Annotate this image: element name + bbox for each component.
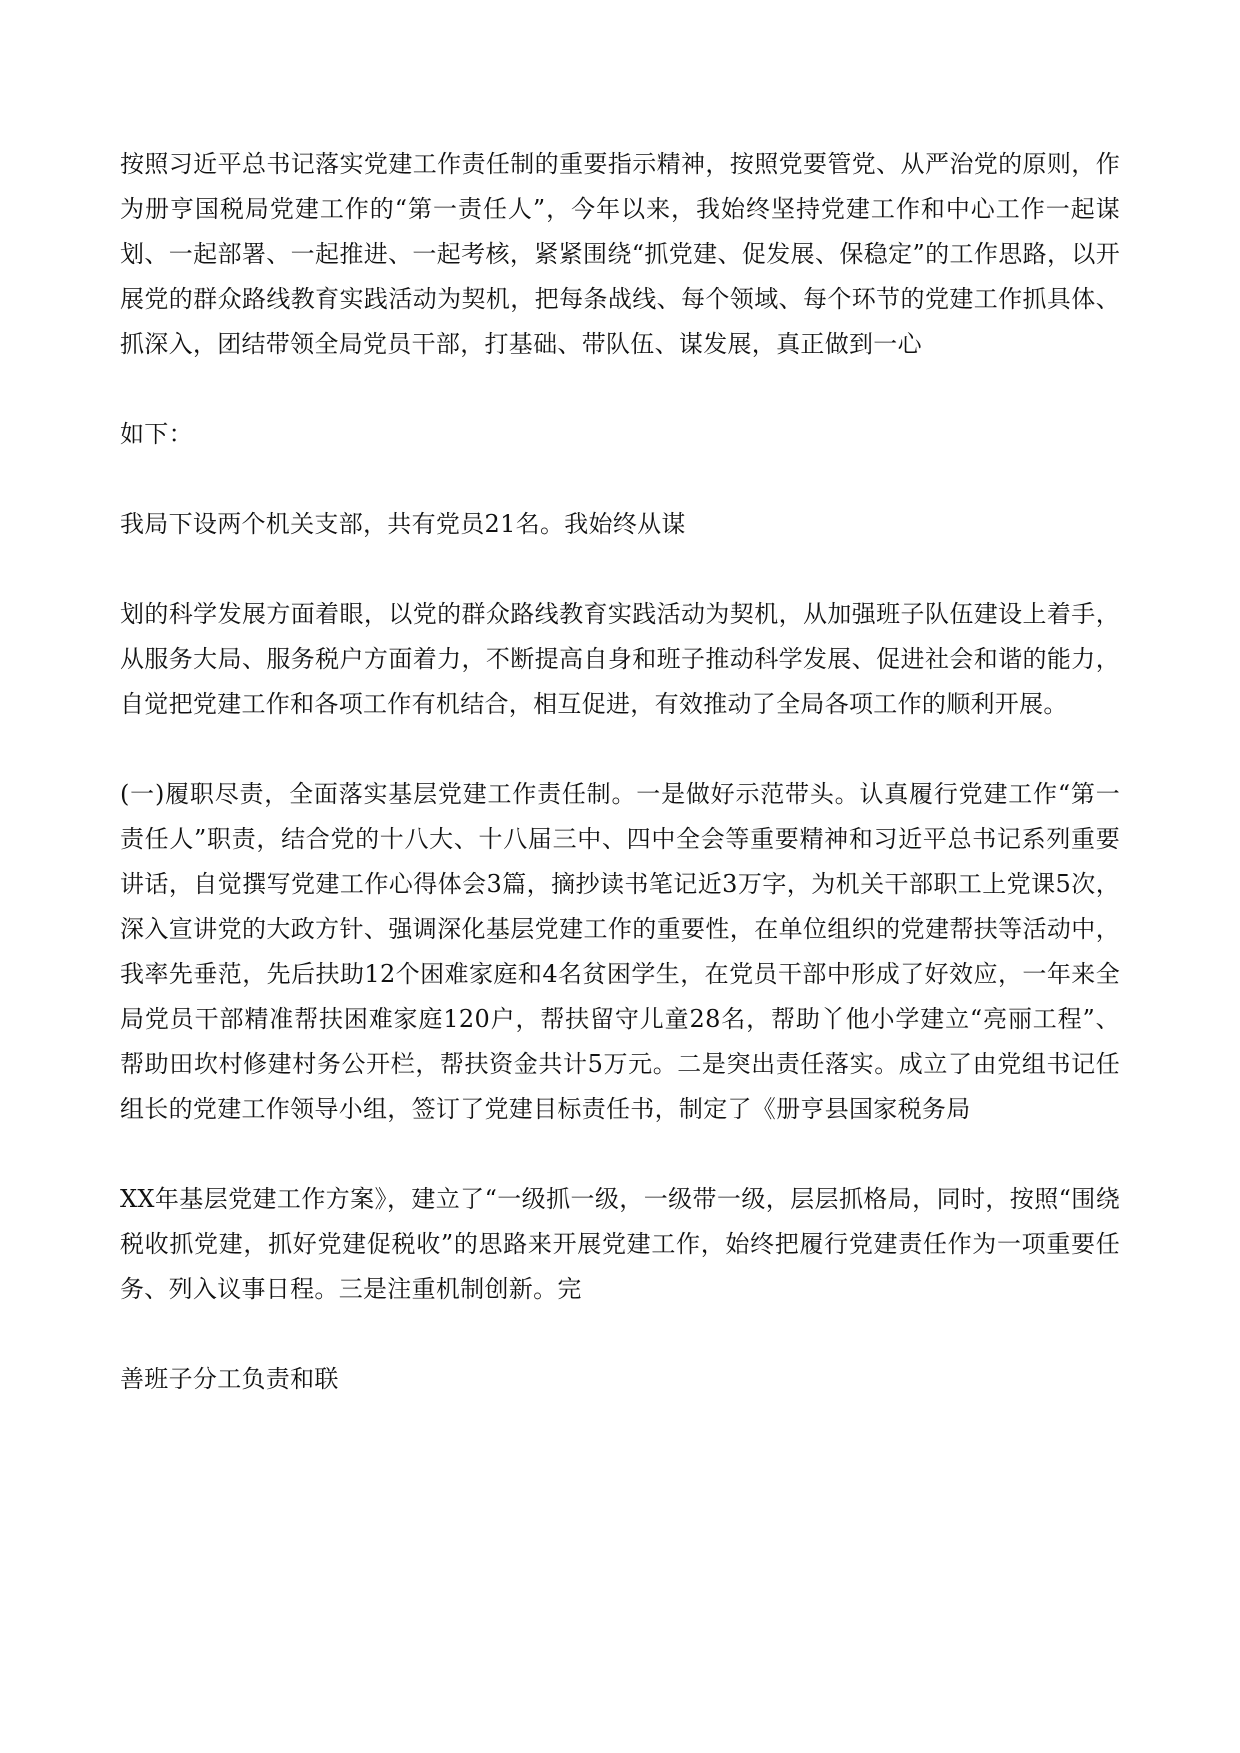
document-body: [120, 142, 1120, 1402]
paragraph-branch-overview: 我局下设两个机关支部，共有党员21名。我始终从谋: [120, 510, 686, 538]
paragraph-work-plan: XX年基层党建工作方案》，建立了“一级抓一级，一级带一级，层层抓格局，同时，按照“围绕税收抓党建，抓好党建促税收”的思路来开展党建工作，始终把履行党建责任作为一项重要任务、列入议事日程。三是注重机制创新。完: [120, 1185, 1120, 1303]
paragraph-section-one: (一)履职尽责，全面落实基层党建工作责任制。一是做好示范带头。认真履行党建工作“第一责任人”职责，结合党的十八大、十八届三中、四中全会等重要精神和习近平总书记系列重要讲话，自觉撰写党建工作心得体会3篇，摘抄读书笔记近3万字，为机关干部职工上党课5次，深入宣讲党的大政方针、强调深化基层党建工作的重要性，在单位组织的党建帮扶等活动中，我率先垂范，先后扶助12个困难家庭和4名贫困学生，在党员干部中形成了好效应，一年来全局党员干部精准帮扶困难家庭120户，帮扶留守儿童28名，帮助丫他小学建立“亮丽工程”、帮助田坎村修建村务公开栏，帮扶资金共计5万元。二是突出责任落实。成立了由党组书记任组长的党建工作领导小组，签订了党建目标责任书，制定了《册亨县国家税务局: [120, 780, 1120, 1123]
paragraph-division-of-duties: 善班子分工负责和联: [120, 1365, 339, 1393]
paragraph-as-follows: 如下：: [120, 420, 193, 448]
paragraph-development-focus: 划的科学发展方面着眼，以党的群众路线教育实践活动为契机，从加强班子队伍建设上着手，从服务大局、服务税户方面着力，不断提高自身和班子推动科学发展、促进社会和谐的能力，自觉把党建工作和各项工作有机结合，相互促进，有效推动了全局各项工作的顺利开展。: [120, 600, 1120, 718]
paragraph-intro: 按照习近平总书记落实党建工作责任制的重要指示精神，按照党要管党、从严治党的原则，作为册亨国税局党建工作的“第一责任人”，今年以来，我始终坚持党建工作和中心工作一起谋划、一起部署、一起推进、一起考核，紧紧围绕“抓党建、促发展、保稳定”的工作思路，以开展党的群众路线教育实践活动为契机，把每条战线、每个领域、每个环节的党建工作抓具体、抓深入，团结带领全局党员干部，打基础、带队伍、谋发展，真正做到一心: [120, 150, 1120, 358]
